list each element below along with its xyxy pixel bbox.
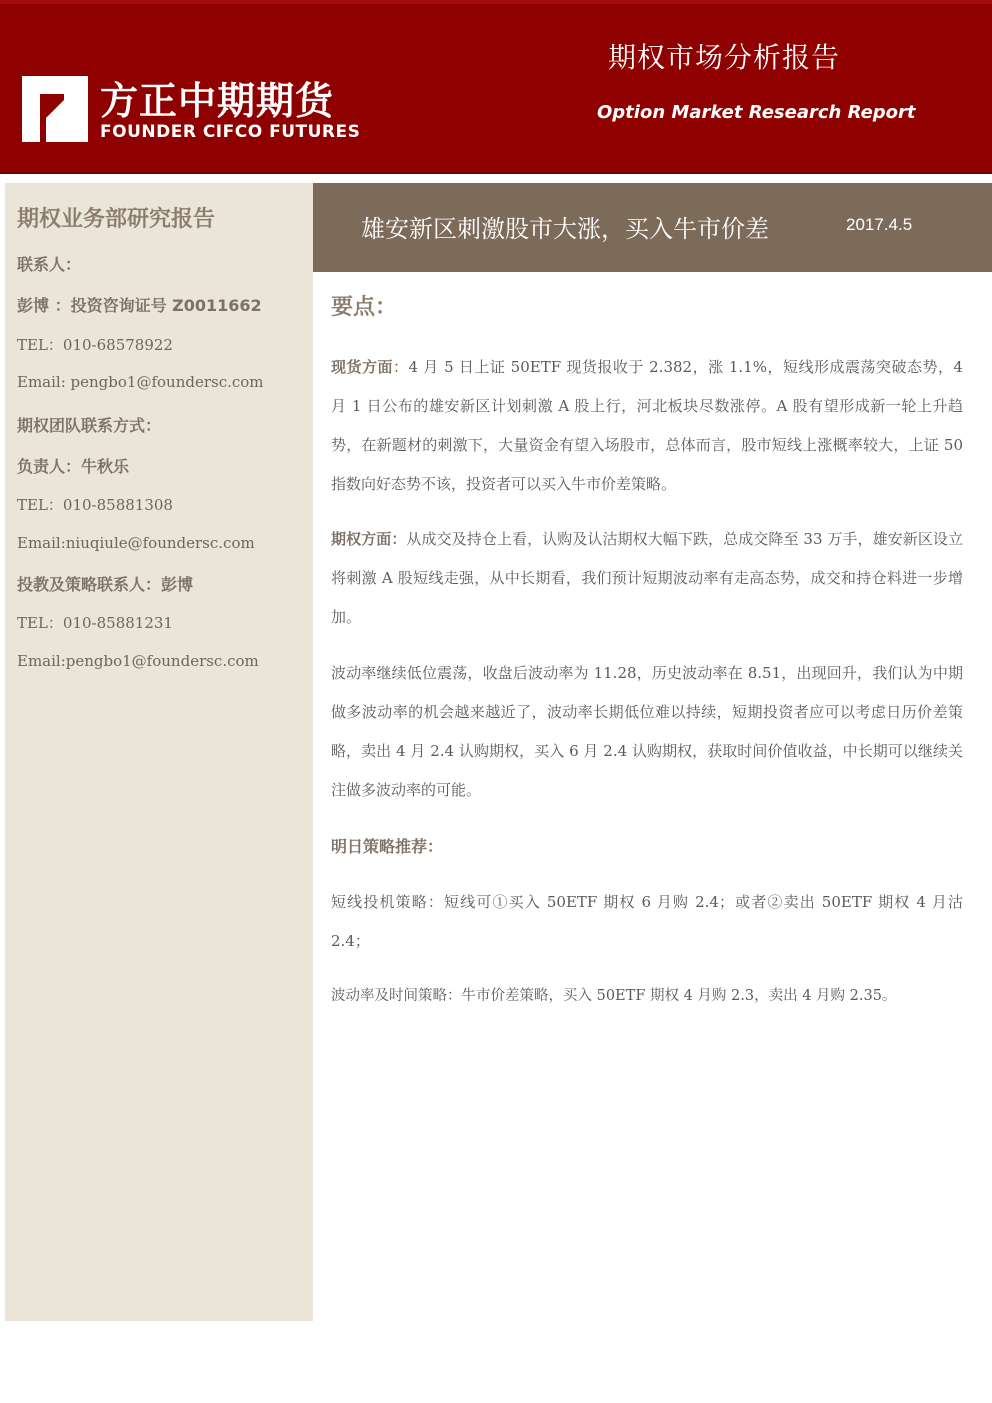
spot-text: ：4 月 5 日上证 50ETF 现货报收于 2.382，涨 1.1%，短线形成震荡突破态势，4 月 1 日公布的雄安新区计划刺激 A 股上行，河北板块尽数涨停。A 股有望形成新一轮上升趋势，在新题材的刺激下，大量资金有望入场股市，总体而言，股市短线上涨概率较大，上证 50 指数向好态势不该，投资者可以买入牛市价差策略。 [331, 358, 963, 493]
founder-logo-icon [22, 76, 88, 142]
strategy-email: Email:pengbo1@foundersc.com [17, 652, 259, 670]
report-title: 雄安新区刺激股市大涨，买入牛市价差 [361, 215, 769, 243]
contact-person: 彭博 ：投资咨询证号 Z0011662 [17, 296, 262, 315]
report-type-cn: 期权市场分析报告 [608, 41, 841, 74]
report-date: 2017.4.5 [846, 215, 913, 234]
team-lead: 负责人：牛秋乐 [17, 457, 130, 476]
team-email: Email:niuqiule@foundersc.com [17, 534, 255, 552]
team-tel: TEL：010-85881308 [17, 496, 173, 514]
strategy-tel: TEL：010-85881231 [17, 614, 173, 632]
option-paragraph [331, 520, 963, 637]
contact-email: Email: pengbo1@foundersc.com [17, 373, 264, 391]
report-type-en: Option Market Research Report [597, 102, 916, 123]
contact-heading: 联系人： [17, 255, 82, 274]
spot-label: 现货方面 [331, 358, 393, 376]
contact-tel: TEL：010-68578922 [17, 336, 173, 354]
strategy-title: 明日策略推荐： [331, 837, 444, 856]
brand-name-cn: 方正中期期货 [100, 79, 335, 123]
strategy-contact: 投教及策略联系人：彭博 [17, 575, 194, 594]
sidebar-title: 期权业务部研究报告 [17, 207, 216, 232]
option-label: 期权方面： [331, 530, 407, 548]
key-points-title: 要点： [331, 295, 398, 320]
team-heading: 期权团队联系方式： [17, 416, 162, 435]
spot-paragraph [331, 348, 963, 504]
header-accent-line [0, 0, 992, 4]
report-title-bar [313, 183, 992, 272]
vol-strategy-paragraph: 波动率及时间策略：牛市价差策略，买入 50ETF 期权 4 月购 2.3，卖出 4 月购 2.35。 [331, 988, 897, 1004]
report-header [0, 0, 992, 174]
volatility-paragraph: 波动率继续低位震荡，收盘后波动率为 11.28，历史波动率在 8.51，出现回升，我们认为中期做多波动率的机会越来越近了，波动率长期低位难以持续，短期投资者应可以考虑日历价差策略，卖出 4 月 2.4 认购期权，买入 6 月 2.4 认购期权，获取时间价值收益，中长期可以继续关注做多波动率的可能。 [331, 664, 963, 799]
brand-name-en: FOUNDER CIFCO FUTURES [100, 122, 361, 142]
option-text: 从成交及持仓上看，认购及认沽期权大幅下跌，总成交降至 33 万手，雄安新区设立将刺激 A 股短线走强，从中长期看，我们预计短期波动率有走高态势，成交和持仓料进一步增加。 [331, 530, 963, 626]
short-strategy-paragraph: 短线投机策略：短线可①买入 50ETF 期权 6 月购 2.4；或者②卖出 50ETF 期权 4 月沽 2.4； [331, 893, 963, 950]
